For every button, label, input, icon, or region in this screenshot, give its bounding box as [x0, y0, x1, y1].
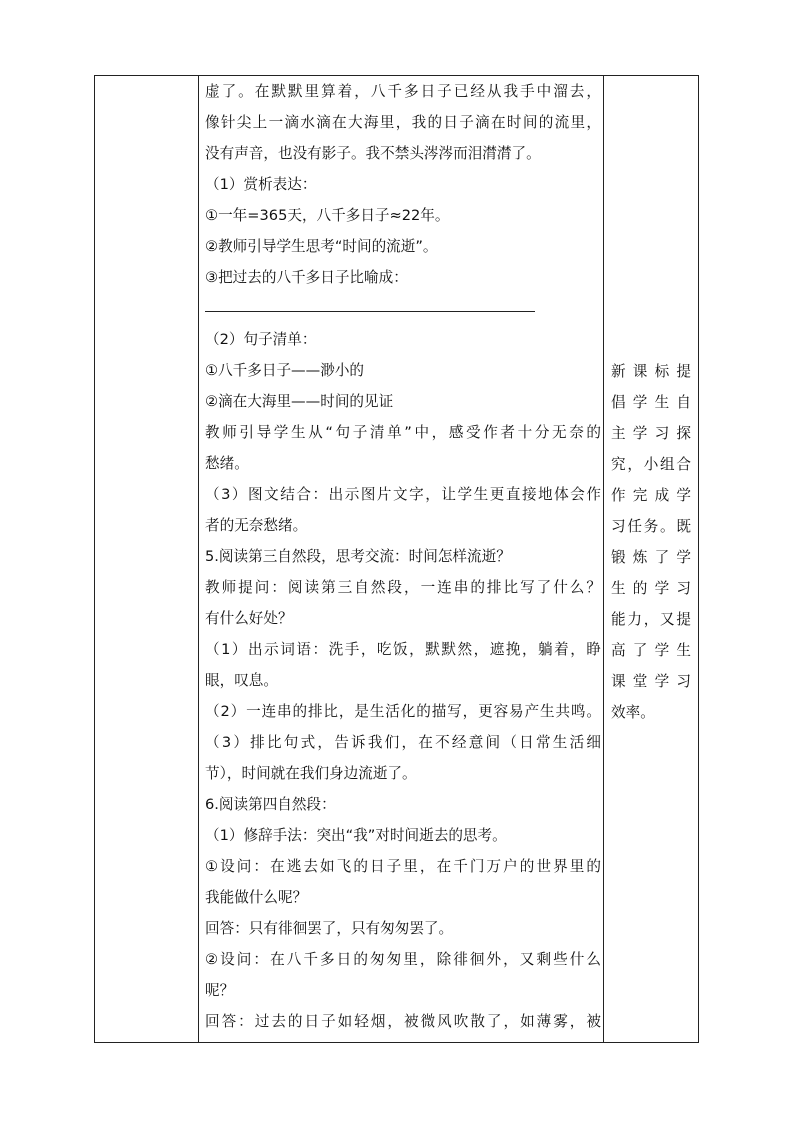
text-line: （2）一连串的排比，是生活化的描写，更容易产生共鸣。: [205, 703, 601, 720]
fill-in-blank-line: [205, 293, 601, 324]
design-note-line: 锻炼了学: [611, 549, 691, 566]
text-line: （1）出示词语：洗手，吃饭，默默然，遮挽，躺着，睁: [205, 641, 601, 658]
text-line: 6.阅读第四自然段：: [205, 796, 336, 813]
text-line: ②滴在大海里——时间的见证: [205, 393, 394, 410]
text-line: ②教师引导学生思考“时间的流逝”。: [205, 238, 438, 255]
lesson-plan-table: [94, 75, 699, 1043]
text-line: ②设问：在八千多日的匆匆里，除徘徊外，又剩些什么: [205, 951, 601, 968]
text-line: 我能做什么呢？: [205, 889, 308, 906]
design-intent-column: [611, 356, 691, 728]
design-note-line: 生的学习: [611, 580, 691, 597]
text-line: （3）图文结合：出示图片文字，让学生更直接地体会作: [205, 486, 601, 503]
text-line: 回答：只有徘徊罢了，只有匆匆罢了。: [205, 920, 454, 937]
design-note-line: 倡学生自: [611, 394, 691, 411]
design-note-line: 高了学生: [611, 642, 691, 659]
text-line: （1）赏析表达：: [205, 176, 317, 193]
column-divider-right: [603, 76, 604, 1042]
design-note-line: 究，小组合: [611, 456, 691, 473]
design-note-line: 效率。: [611, 704, 655, 721]
text-line: 虚了。在默默里算着，八千多日子已经从我手中溜去，: [205, 83, 601, 100]
text-line: （3）排比句式，告诉我们，在不经意间（日常生活细: [205, 734, 601, 751]
design-note-line: 主学习探: [611, 425, 691, 442]
text-line: 节），时间就在我们身边流逝了。: [205, 765, 417, 782]
design-note-line: 习任务。既: [611, 518, 691, 535]
text-line: 5.阅读第三自然段，思考交流：时间怎样流逝？: [205, 548, 511, 565]
design-note-line: 能力，又提: [611, 611, 691, 628]
design-note-line: 课堂学习: [611, 673, 691, 690]
text-line: （1）修辞手法：突出“我”对时间逝去的思考。: [205, 827, 507, 844]
text-line: 者的无奈愁绪。: [205, 517, 308, 534]
text-line: 教师引导学生从“句子清单”中，感受作者十分无奈的: [205, 424, 601, 441]
design-note-line: 作完成学: [611, 487, 691, 504]
text-line: ①一年=365天，八千多日子≈22年。: [205, 207, 450, 224]
text-line: （2）句子清单：: [205, 331, 317, 348]
teaching-process-column: [205, 76, 601, 1037]
design-note-line: 新课标提: [611, 363, 691, 380]
column-divider-left: [198, 76, 199, 1042]
text-line: 没有声音，也没有影子。我不禁头涔涔而泪潸潸了。: [205, 145, 541, 162]
text-line: 有什么好处？: [205, 610, 293, 627]
text-line: ③把过去的八千多日子比喻成：: [205, 269, 408, 286]
text-line: 教师提问：阅读第三自然段，一连串的排比写了什么？: [205, 579, 601, 596]
text-line: ①设问：在逃去如飞的日子里，在千门万户的世界里的: [205, 858, 601, 875]
text-line: 回答：过去的日子如轻烟，被微风吹散了，如薄雾，被: [205, 1013, 601, 1030]
text-line: 眼，叹息。: [205, 672, 278, 689]
text-line: ①八千多日子——渺小的: [205, 362, 365, 379]
text-line: 像针尖上一滴水滴在大海里，我的日子滴在时间的流里，: [205, 114, 601, 131]
text-line: 呢？: [205, 982, 235, 999]
text-line: 愁绪。: [205, 455, 249, 472]
